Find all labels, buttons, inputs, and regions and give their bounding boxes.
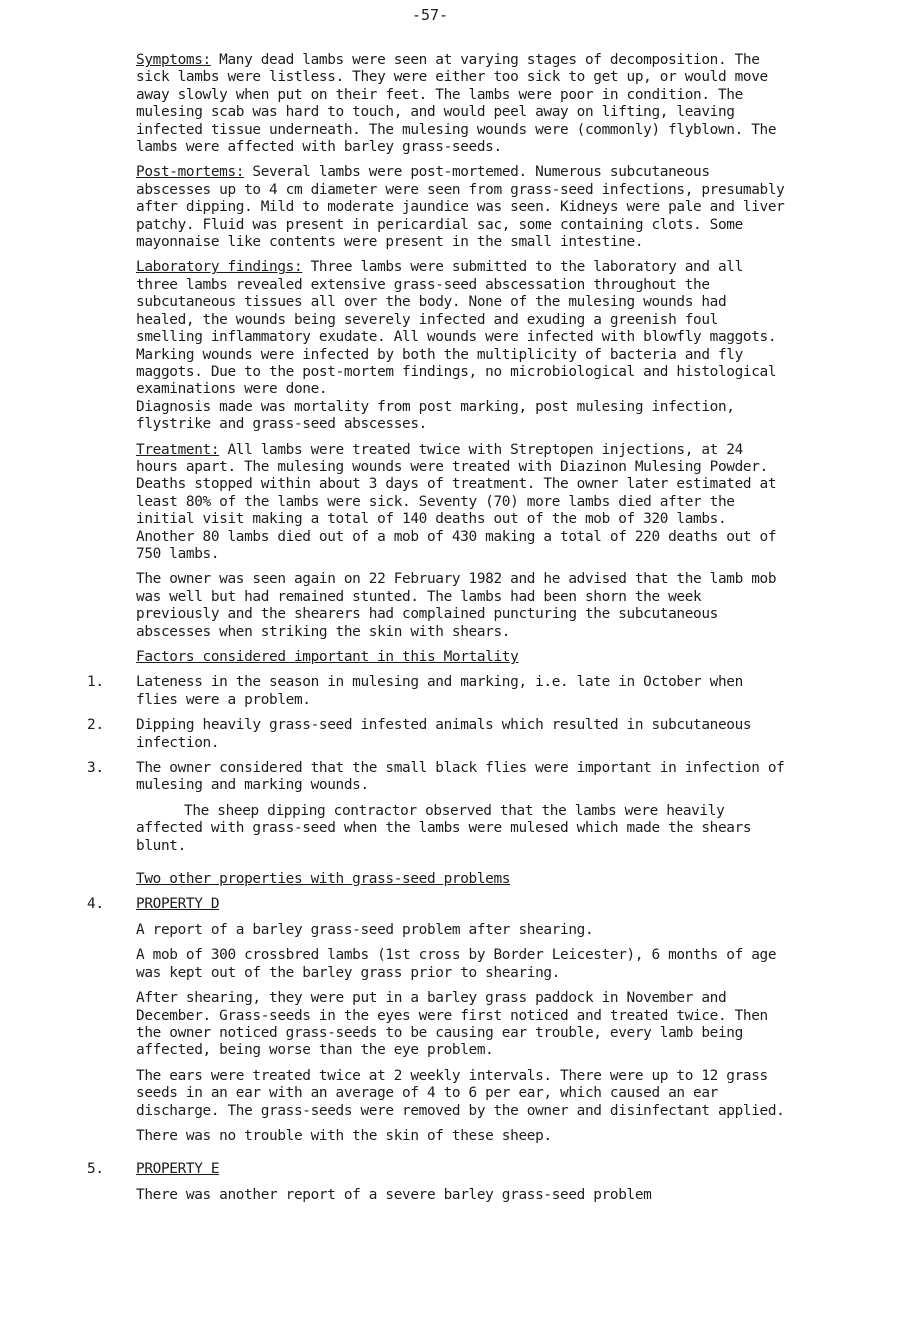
post-mortems-text: Several lambs were post-mortemed. Numerous subcutaneous abscesses up to 4 cm diameter were seen from grass-seed infections, presumably after dipping. Mild to moderate jaundice was seen. Kidneys were pale and liver patchy. Fluid was present in pericardial sac, some containing clots. Some mayonnaise like contents were present in the small intestine.: [136, 164, 785, 251]
treatment-label: Treatment:: [136, 441, 220, 458]
factor-item: [87, 717, 786, 752]
post-mortems-paragraph: [136, 164, 786, 251]
treatment-text: All lambs were treated twice with Streptopen injections, at 24 hours apart. The mulesing wounds were treated with Diazinon Mulesing Powder. Deaths stopped within about 3 days of treatment. The owner later estimated at least 80% of the lambs were sick. Seventy (70) more lambs died after the initial visit making a total of 140 deaths out of the mob of 320 lambs. Another 80 lambs died out of a mob of 430 making a total of 220 deaths out of 750 lambs.: [136, 441, 777, 562]
factors-heading: Factors considered important in this Mortality: [136, 649, 519, 665]
property-d-paragraph: A report of a barley grass-seed problem after shearing.: [136, 921, 594, 938]
owner-revisit-paragraph: The owner was seen again on 22 February 1982 and he advised that the lamb mob was well but had remained stunted. The lambs had been shorn the week previously and the shearers had complained puncturing the subcutaneous abscesses when striking the skin with shears.: [136, 571, 777, 640]
page-number: -57-: [411, 6, 449, 24]
dipping-note-paragraph: The sheep dipping contractor observed that the lambs were heavily affected with grass-seed when the lambs were mulesed which made the shears blunt.: [136, 802, 752, 854]
property-d-paragraph: There was no trouble with the skin of these sheep.: [136, 1127, 552, 1144]
factor-number: 3.: [87, 760, 104, 777]
property-e-first-line: There was another report of a severe barley grass-seed problem: [136, 1186, 652, 1203]
property-d-title: PROPERTY D: [136, 896, 220, 913]
property-d-number: 4.: [87, 896, 104, 913]
factor-number: 1.: [87, 674, 104, 691]
property-e-heading: [87, 1161, 786, 1178]
diagnosis-paragraph: Diagnosis made was mortality from post marking, post mulesing infection, flystrike and grass-seed abscesses.: [136, 398, 735, 433]
other-properties-heading: Two other properties with grass-seed problems: [136, 871, 511, 888]
laboratory-label: Laboratory findings:: [136, 259, 303, 276]
property-d-paragraph: A mob of 300 crossbred lambs (1st cross by Border Leicester), 6 months of age was kept out of the barley grass prior to shearing.: [136, 947, 777, 981]
property-e-title: PROPERTY E: [136, 1161, 220, 1178]
factor-text: The owner considered that the small black flies were important in infection of mulesing and marking wounds.: [136, 760, 785, 794]
factor-item: [87, 674, 786, 709]
laboratory-paragraph: [136, 259, 786, 398]
property-e-number: 5.: [87, 1161, 104, 1178]
factor-text: Lateness in the season in mulesing and marking, i.e. late in October when flies were a problem.: [136, 674, 743, 708]
property-d-paragraph: After shearing, they were put in a barley grass paddock in November and December. Grass-seeds in the eyes were first noticed and treated twice. Then the owner noticed grass-seeds to be causing ear trouble, every lamb being affected, being worse than the eye problem.: [136, 990, 768, 1059]
laboratory-text: Three lambs were submitted to the laboratory and all three lambs revealed extensive grass-seed abscessation throughout the subcutaneous tissues all over the body. None of the mulesing wounds had healed, the wounds being severely infected and exuding a greenish foul smelling inflammatory exudate. All wounds were infected with blowfly maggots. Marking wounds were infected by both the multiplicity of bacteria and fly maggots. Due to the post-mortem findings, no microbiological and histological examinations were done.: [136, 259, 777, 398]
property-d-paragraph: The ears were treated twice at 2 weekly intervals. There were up to 12 grass seeds in an ear with an average of 4 to 6 per ear, which caused an ear discharge. The grass-seeds were removed by the owner and disinfectant applied.: [136, 1067, 785, 1119]
factor-text: Dipping heavily grass-seed infested animals which resulted in subcutaneous infection.: [136, 717, 752, 751]
symptoms-paragraph: [136, 52, 786, 156]
post-mortems-label: Post-mortems:: [136, 164, 245, 181]
factor-number: 2.: [87, 717, 104, 734]
report-body: [87, 52, 786, 1212]
property-d-heading: [87, 896, 786, 913]
symptoms-text: Many dead lambs were seen at varying stages of decomposition. The sick lambs were listless. They were either too sick to get up, or would move away slowly when put on their feet. The lambs were poor in condition. The mulesing scab was hard to touch, and would peel away on lifting, leaving infected tissue underneath. The mulesing wounds were (commonly) flyblown. The lambs were affected with barley grass-seeds.: [136, 52, 777, 156]
factor-item: [87, 760, 786, 795]
treatment-paragraph: [136, 442, 786, 564]
symptoms-label: Symptoms:: [136, 52, 211, 68]
